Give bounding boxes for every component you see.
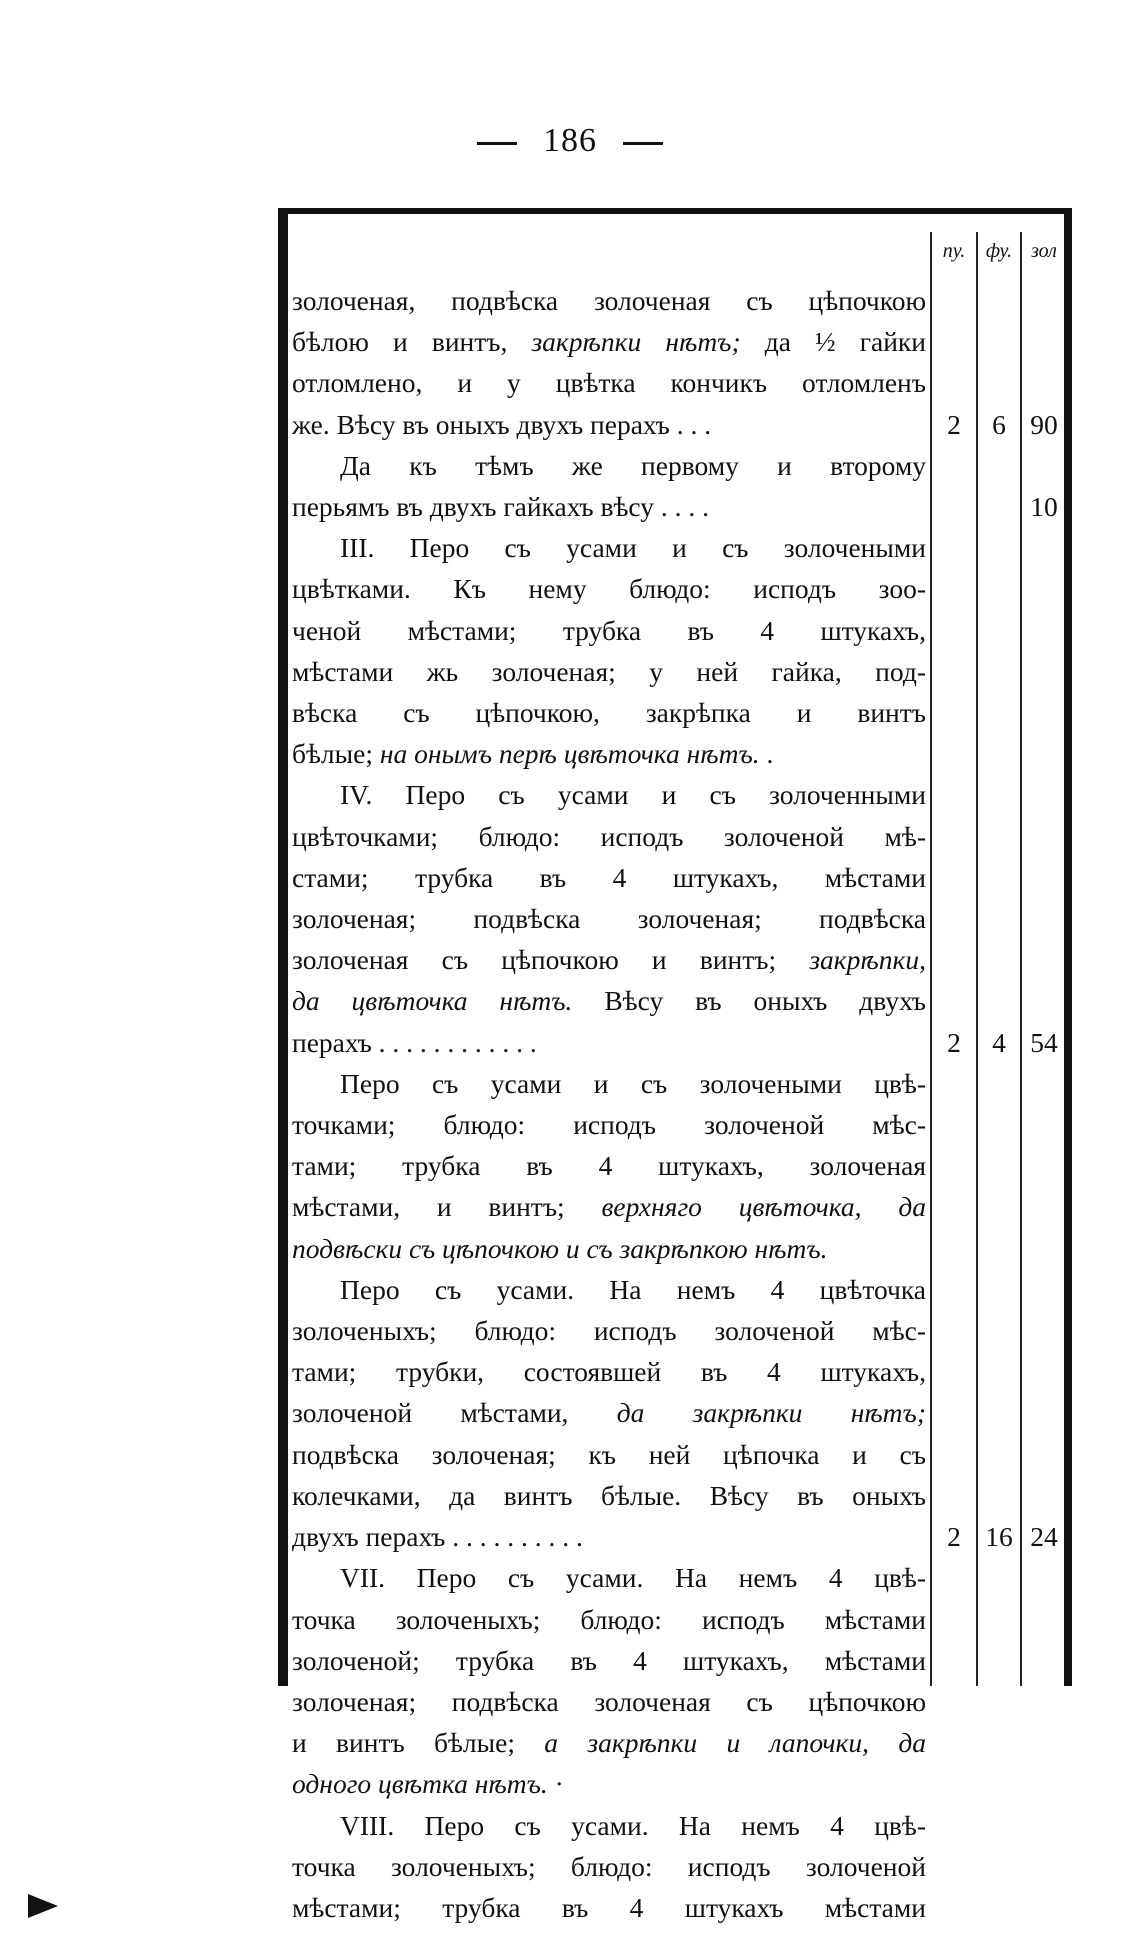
text-line-roman: золоченая, подвѣска золоченая съ цѣпочкою	[292, 285, 926, 316]
column-rule-2	[976, 232, 978, 1686]
text-line-roman: отломлено, и у цвѣтка кончикъ отломленъ	[292, 367, 926, 399]
text-line-roman: мѣстами, и винтъ;	[292, 1191, 602, 1223]
text-line	[292, 280, 926, 321]
text-line	[292, 733, 926, 774]
text-line-roman: бѣлою и винтъ,	[292, 326, 532, 358]
text-line	[292, 774, 926, 815]
text-line-italic: подвѣски съ цѣпочкою и съ закрѣпкою нѣтъ.	[292, 1232, 828, 1264]
text-line-roman: золоченой мѣстами,	[292, 1397, 617, 1429]
text-line-roman: точка золоченыхъ; блюдо: исподъ золоченой	[292, 1850, 926, 1882]
text-line-roman: Перо съ усами. На немъ 4 цвѣточка	[340, 1273, 926, 1305]
text-line-roman: VII. Перо съ усами. На немъ 4 цвѣ-	[340, 1562, 926, 1594]
text-line	[292, 1722, 926, 1763]
text-line	[292, 1846, 926, 1887]
text-line	[292, 692, 926, 733]
text-line	[292, 321, 926, 362]
text-line	[292, 1310, 926, 1351]
text-line-roman: ченой мѣстами; трубка въ 4 штукахъ,	[292, 614, 926, 646]
text-line-tail: .	[759, 738, 774, 770]
text-line	[292, 610, 926, 651]
page-number: 186	[543, 122, 597, 159]
weight-zol: 24	[1030, 1521, 1058, 1552]
text-line-roman: вѣска съ цѣпочкою, закрѣпка и винтъ	[292, 697, 926, 729]
text-line-roman: мѣстами; трубка въ 4 штукахъ мѣстами	[292, 1891, 926, 1923]
column-head-zol: зол	[1031, 240, 1057, 262]
text-line-roman: золоченая съ цѣпочкою и винтъ;	[292, 944, 810, 976]
text-line-roman: тами; трубка въ 4 штукахъ, золоченая	[292, 1150, 926, 1182]
text-line	[292, 1475, 926, 1516]
text-line-roman: бѣлые;	[292, 738, 380, 770]
weight-pud: 2	[947, 1521, 961, 1552]
weight-funt: 6	[992, 408, 1006, 440]
text-line-roman: III. Перо съ усами и съ золочеными	[340, 532, 926, 564]
text-line	[292, 1434, 926, 1475]
text-line	[292, 362, 926, 403]
text-line-roman: золоченая; подвѣска золоченая; подвѣска	[292, 903, 926, 935]
text-line-roman: перьямъ въ двухъ гайкахъ вѣсу . . . .	[292, 491, 709, 523]
text-line-roman: стами; трубка въ 4 штукахъ, мѣстами	[292, 861, 926, 893]
text-line-roman: цвѣточками; блюдо: исподъ золоченой мѣ-	[292, 820, 926, 852]
text-line	[292, 1145, 926, 1186]
text-line	[292, 1228, 926, 1269]
text-line	[292, 1186, 926, 1227]
text-line	[292, 1351, 926, 1392]
weight-zol: 90	[1030, 408, 1058, 440]
column-head-funt: фу.	[985, 240, 1013, 262]
text-line-roman: тами; трубки, состоявшей въ 4 штукахъ,	[292, 1356, 926, 1388]
text-line	[292, 1022, 926, 1063]
text-line	[292, 1640, 926, 1681]
text-line-roman: мѣстами жь золоченая; у ней гайка, под-	[292, 655, 926, 687]
text-line	[292, 651, 926, 692]
weight-zol: 10	[1030, 491, 1058, 522]
text-line	[292, 445, 926, 486]
text-line-italic: да закрѣпки нѣтъ;	[616, 1397, 926, 1429]
weight-pud: 2	[947, 408, 961, 440]
text-line	[292, 1763, 926, 1804]
weight-zol: 54	[1030, 1026, 1058, 1058]
text-line-roman: же. Вѣсу въ оныхъ двухъ перахъ . . .	[292, 408, 712, 440]
text-line-italic: закрѣпки нѣтъ;	[531, 326, 741, 358]
text-line-roman: VIII. Перо съ усами. На немъ 4 цвѣ-	[340, 1809, 926, 1841]
text-line	[292, 1269, 926, 1310]
weight-funt: 16	[985, 1521, 1013, 1552]
text-line	[292, 1599, 926, 1640]
column-head-pud: пу.	[942, 240, 966, 262]
text-line-roman: золоченой; трубка въ 4 штукахъ, мѣстами	[292, 1644, 926, 1676]
header-dash-right	[623, 142, 663, 145]
text-line-roman: колечками, да винтъ бѣлые. Вѣсу въ оныхъ	[292, 1479, 926, 1511]
text-line-roman: и винтъ бѣлые;	[292, 1727, 545, 1759]
text-line-italic: одного цвѣтка нѣтъ.	[292, 1768, 548, 1800]
text-line-roman: перахъ . . . . . . . . . . . .	[292, 1026, 537, 1058]
text-line	[292, 1887, 926, 1928]
text-line	[292, 1681, 926, 1722]
text-line-roman: точками; блюдо: исподъ золоченой мѣс-	[292, 1109, 926, 1141]
text-line	[292, 939, 926, 980]
text-line-tail: Вѣсу въ оныхъ двухъ	[572, 985, 926, 1017]
weight-funt: 4	[992, 1026, 1006, 1058]
inventory-paragraphs	[292, 280, 926, 1928]
text-line-italic: да цвѣточка нѣтъ.	[292, 985, 573, 1017]
text-line	[292, 1516, 926, 1557]
text-line	[292, 568, 926, 609]
text-line	[292, 898, 926, 939]
text-line-tail: ·	[547, 1768, 564, 1800]
text-line-tail: да ½ гайки	[740, 326, 926, 358]
text-line-roman: IV. Перо съ усами и съ золоченными	[340, 779, 926, 811]
text-line-italic: на онымъ перѣ цвѣточка нѣтъ.	[379, 738, 760, 770]
text-line	[292, 1104, 926, 1145]
text-line	[292, 816, 926, 857]
text-line-italic: верхняго цвѣточка, да	[601, 1191, 926, 1223]
text-line	[292, 980, 926, 1021]
text-line-roman: Да къ тѣмъ же первому и второму	[340, 449, 926, 481]
weight-pud: 2	[947, 1026, 961, 1058]
text-line	[292, 404, 926, 445]
page-corner-mark	[28, 1894, 58, 1918]
text-line-roman: точка золоченыхъ; блюдо: исподъ мѣстами	[292, 1603, 926, 1635]
inventory-text	[292, 280, 926, 1928]
text-line-roman: золоченая; подвѣска золоченая съ цѣпочкою	[292, 1685, 926, 1717]
text-line	[292, 857, 926, 898]
text-line	[292, 1392, 926, 1433]
page-header	[0, 122, 1140, 160]
text-line-italic: а закрѣпки и лапочки, да	[544, 1727, 926, 1759]
column-rule-3	[1020, 232, 1022, 1686]
text-line	[292, 1063, 926, 1104]
text-line-roman: двухъ перахъ . . . . . . . . . .	[292, 1521, 583, 1553]
text-line	[292, 486, 926, 527]
text-line-italic: закрѣпки,	[809, 944, 926, 976]
text-line-roman: золоченыхъ; блюдо: исподъ золоченой мѣс-	[292, 1315, 926, 1347]
text-line	[292, 527, 926, 568]
text-line	[292, 1805, 926, 1846]
column-rule-1	[930, 232, 932, 1686]
text-line	[292, 1557, 926, 1598]
header-dash-left	[477, 142, 517, 145]
text-line-roman: цвѣтками. Къ нему блюдо: исподъ зоо-	[292, 573, 926, 605]
text-line-roman: Перо съ усами и съ золочеными цвѣ-	[340, 1067, 926, 1099]
text-line-roman: подвѣска золоченая; къ ней цѣпочка и съ	[292, 1438, 926, 1470]
